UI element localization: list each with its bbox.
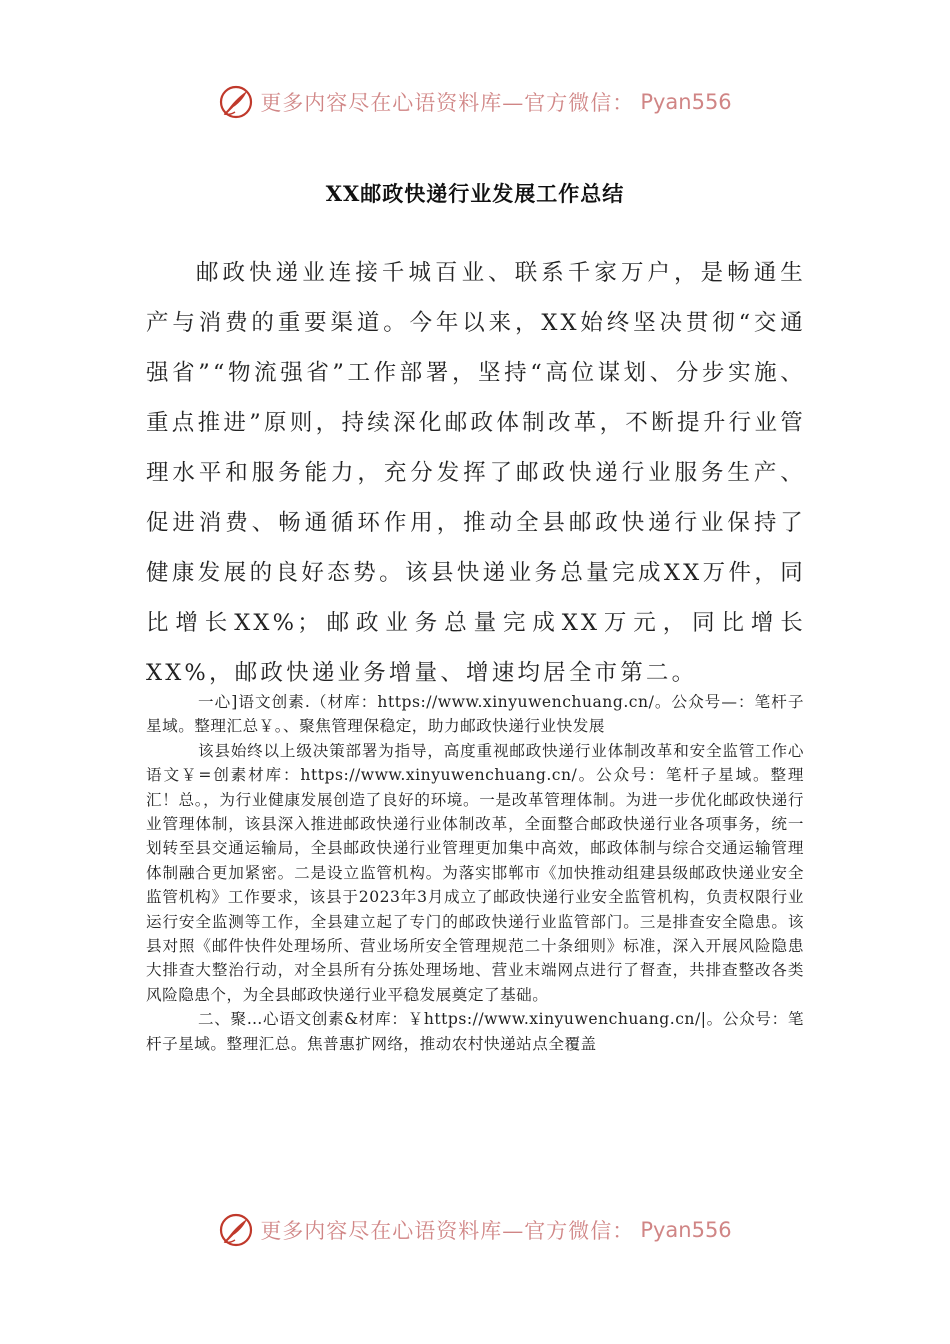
quill-pen-logo-icon	[218, 1212, 254, 1248]
quill-pen-logo-icon	[218, 84, 254, 120]
body-paragraph-2: 该县始终以上级决策部署为指导，高度重视邮政快递行业体制改革和安全监管工作心语文￥=创素材库：https://www.xinyuwenchuang.cn/。公众号：笔杆子星域。整理汇！总。，为行业健康发展创造了良好的环境。一是改革管理体制。为进一步优化邮政快递行业管理体制，该县深入推进邮政快递行业体制改革，全面整合邮政快递行业各项事务，统一划转至县交通运输局，全县邮政快递行业管理更加集中高效，邮政体制与综合交通运输管理体制融合更加紧密。二是设立监管机构。为落实邯郸市《加快推动组建县级邮政快递业安全监管机构》工作要求，该县于2023年3月成立了邮政快递行业安全监管机构，负责权限行业运行安全监测等工作，全县建立起了专门的邮政快递行业监管部门。三是排查安全隐患。该县对照《邮件快件处理场所、营业场所安全管理规范二十条细则》标准，深入开展风险隐患大排查大整治行动，对全县所有分拣处理场地、营业末端网点进行了督查，共排查整改各类风险隐患个，为全县邮政快递行业平稳发展奠定了基础。	[146, 741, 804, 1004]
header-banner-text: 更多内容尽在心语资料库—官方微信：	[260, 91, 635, 115]
header-wechat-id: Pyan556	[640, 90, 732, 114]
lead-paragraph: 邮政快递业连接千城百业、联系千家万户，是畅通生产与消费的重要渠道。今年以来，XX始终坚决贯彻“交通强省”“物流强省”工作部署，坚持“高位谋划、分步实施、重点推进”原则，持续深化邮政体制改革，不断提升行业管理水平和服务能力，充分发挥了邮政快递行业服务生产、促进消费、畅通循环作用，推动全县邮政快递行业保持了健康发展的良好态势。该县快递业务总量完成XX万件，同比增长XX%；邮政业务总量完成XX万元，同比增长XX%，邮政快递业务增量、增速均居全市第二。	[146, 260, 806, 686]
document-title: XX邮政快递行业发展工作总结	[325, 181, 625, 206]
footer-banner	[0, 1210, 950, 1250]
body-paragraph-1: 一心]语文创素.（材库：https://www.xinyuwenchuang.cn/。公众号—：笔杆子星域。整理汇总￥。、聚焦管理保稳定，助力邮政快递行业快发展	[146, 693, 804, 736]
footer-banner-text: 更多内容尽在心语资料库—官方微信：	[260, 1219, 635, 1243]
header-banner	[0, 82, 950, 122]
body-paragraph-3: 二、聚…心语文创素&材库：￥https://www.xinyuwenchuang.cn/|。公众号：笔杆子星域。整理汇总。焦普惠扩网络，推动农村快递站点全覆盖	[146, 1010, 804, 1053]
body-text	[146, 690, 804, 1056]
footer-wechat-id: Pyan556	[640, 1218, 732, 1242]
